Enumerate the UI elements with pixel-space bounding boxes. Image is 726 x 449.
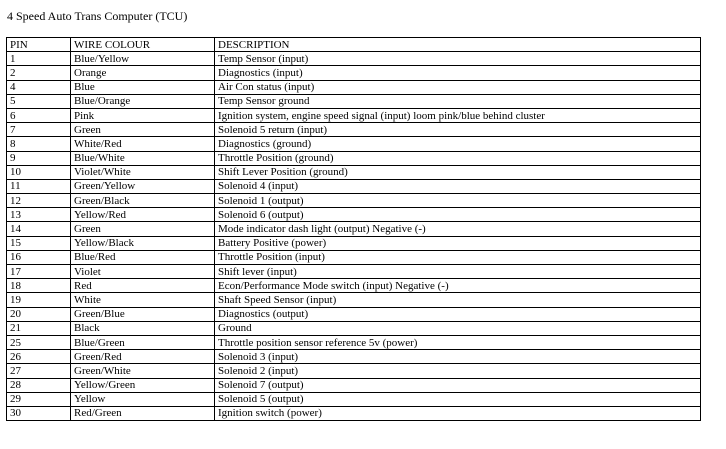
cell-description: Ignition system, engine speed signal (input) loom pink/blue behind cluster xyxy=(215,108,701,122)
cell-pin: 2 xyxy=(7,66,71,80)
cell-wire-colour: Yellow/Black xyxy=(71,236,215,250)
cell-wire-colour: Red xyxy=(71,279,215,293)
cell-wire-colour: Orange xyxy=(71,66,215,80)
cell-description: Shift Lever Position (ground) xyxy=(215,165,701,179)
cell-description: Solenoid 3 (input) xyxy=(215,350,701,364)
table-row xyxy=(7,265,701,279)
column-header-wire-colour: WIRE COLOUR xyxy=(71,38,215,52)
cell-wire-colour: Green xyxy=(71,123,215,137)
cell-description: Econ/Performance Mode switch (input) Negative (-) xyxy=(215,279,701,293)
cell-description: Throttle Position (input) xyxy=(215,250,701,264)
table-row xyxy=(7,335,701,349)
table-row xyxy=(7,165,701,179)
table-row xyxy=(7,350,701,364)
cell-wire-colour: Black xyxy=(71,321,215,335)
cell-description: Solenoid 5 (output) xyxy=(215,392,701,406)
cell-pin: 5 xyxy=(7,94,71,108)
cell-wire-colour: Green/Black xyxy=(71,194,215,208)
cell-description: Diagnostics (ground) xyxy=(215,137,701,151)
cell-wire-colour: Green xyxy=(71,222,215,236)
cell-description: Solenoid 6 (output) xyxy=(215,208,701,222)
cell-pin: 11 xyxy=(7,179,71,193)
pinout-table xyxy=(6,37,701,421)
cell-wire-colour: Yellow xyxy=(71,392,215,406)
table-body xyxy=(7,52,701,421)
cell-description: Solenoid 5 return (input) xyxy=(215,123,701,137)
cell-description: Diagnostics (output) xyxy=(215,307,701,321)
cell-description: Temp Sensor (input) xyxy=(215,52,701,66)
cell-pin: 28 xyxy=(7,378,71,392)
cell-wire-colour: Green/Yellow xyxy=(71,179,215,193)
cell-pin: 29 xyxy=(7,392,71,406)
cell-wire-colour: Blue/Red xyxy=(71,250,215,264)
cell-description: Shift lever (input) xyxy=(215,265,701,279)
table-row xyxy=(7,250,701,264)
cell-description: Shaft Speed Sensor (input) xyxy=(215,293,701,307)
cell-wire-colour: Green/Blue xyxy=(71,307,215,321)
cell-pin: 21 xyxy=(7,321,71,335)
table-row xyxy=(7,66,701,80)
table-row xyxy=(7,222,701,236)
column-header-description: DESCRIPTION xyxy=(215,38,701,52)
cell-pin: 9 xyxy=(7,151,71,165)
cell-description: Ground xyxy=(215,321,701,335)
table-row xyxy=(7,108,701,122)
table-row xyxy=(7,80,701,94)
cell-wire-colour: Red/Green xyxy=(71,406,215,420)
table-row xyxy=(7,208,701,222)
cell-wire-colour: Green/White xyxy=(71,364,215,378)
document-title: 4 Speed Auto Trans Computer (TCU) xyxy=(7,9,188,23)
cell-pin: 10 xyxy=(7,165,71,179)
table-row xyxy=(7,52,701,66)
cell-pin: 26 xyxy=(7,350,71,364)
cell-pin: 15 xyxy=(7,236,71,250)
table-row xyxy=(7,307,701,321)
cell-pin: 8 xyxy=(7,137,71,151)
cell-description: Ignition switch (power) xyxy=(215,406,701,420)
table-row xyxy=(7,392,701,406)
cell-description: Solenoid 4 (input) xyxy=(215,179,701,193)
cell-description: Throttle Position (ground) xyxy=(215,151,701,165)
cell-description: Diagnostics (input) xyxy=(215,66,701,80)
cell-wire-colour: White xyxy=(71,293,215,307)
table-row xyxy=(7,293,701,307)
table-row xyxy=(7,236,701,250)
table-row xyxy=(7,151,701,165)
cell-wire-colour: Yellow/Red xyxy=(71,208,215,222)
table-row xyxy=(7,279,701,293)
cell-description: Throttle position sensor reference 5v (power) xyxy=(215,335,701,349)
table-row xyxy=(7,194,701,208)
cell-wire-colour: White/Red xyxy=(71,137,215,151)
cell-pin: 19 xyxy=(7,293,71,307)
cell-pin: 1 xyxy=(7,52,71,66)
table-row xyxy=(7,378,701,392)
cell-wire-colour: Yellow/Green xyxy=(71,378,215,392)
cell-wire-colour: Blue/Yellow xyxy=(71,52,215,66)
cell-pin: 30 xyxy=(7,406,71,420)
table-row xyxy=(7,406,701,420)
cell-description: Mode indicator dash light (output) Negative (-) xyxy=(215,222,701,236)
table-row xyxy=(7,364,701,378)
table-row xyxy=(7,321,701,335)
cell-wire-colour: Green/Red xyxy=(71,350,215,364)
cell-description: Battery Positive (power) xyxy=(215,236,701,250)
cell-wire-colour: Pink xyxy=(71,108,215,122)
column-header-pin: PIN xyxy=(7,38,71,52)
cell-pin: 17 xyxy=(7,265,71,279)
cell-wire-colour: Blue/Orange xyxy=(71,94,215,108)
cell-description: Solenoid 2 (input) xyxy=(215,364,701,378)
cell-wire-colour: Blue/Green xyxy=(71,335,215,349)
cell-description: Temp Sensor ground xyxy=(215,94,701,108)
cell-pin: 25 xyxy=(7,335,71,349)
cell-pin: 4 xyxy=(7,80,71,94)
cell-pin: 12 xyxy=(7,194,71,208)
table-row xyxy=(7,94,701,108)
cell-wire-colour: Violet xyxy=(71,265,215,279)
table-row xyxy=(7,137,701,151)
cell-description: Solenoid 7 (output) xyxy=(215,378,701,392)
cell-pin: 13 xyxy=(7,208,71,222)
cell-description: Solenoid 1 (output) xyxy=(215,194,701,208)
table-header-row xyxy=(7,38,701,52)
cell-pin: 14 xyxy=(7,222,71,236)
cell-pin: 16 xyxy=(7,250,71,264)
table-row xyxy=(7,179,701,193)
cell-pin: 18 xyxy=(7,279,71,293)
table-row xyxy=(7,123,701,137)
cell-wire-colour: Violet/White xyxy=(71,165,215,179)
cell-pin: 7 xyxy=(7,123,71,137)
cell-wire-colour: Blue xyxy=(71,80,215,94)
cell-wire-colour: Blue/White xyxy=(71,151,215,165)
cell-pin: 20 xyxy=(7,307,71,321)
cell-description: Air Con status (input) xyxy=(215,80,701,94)
cell-pin: 6 xyxy=(7,108,71,122)
cell-pin: 27 xyxy=(7,364,71,378)
